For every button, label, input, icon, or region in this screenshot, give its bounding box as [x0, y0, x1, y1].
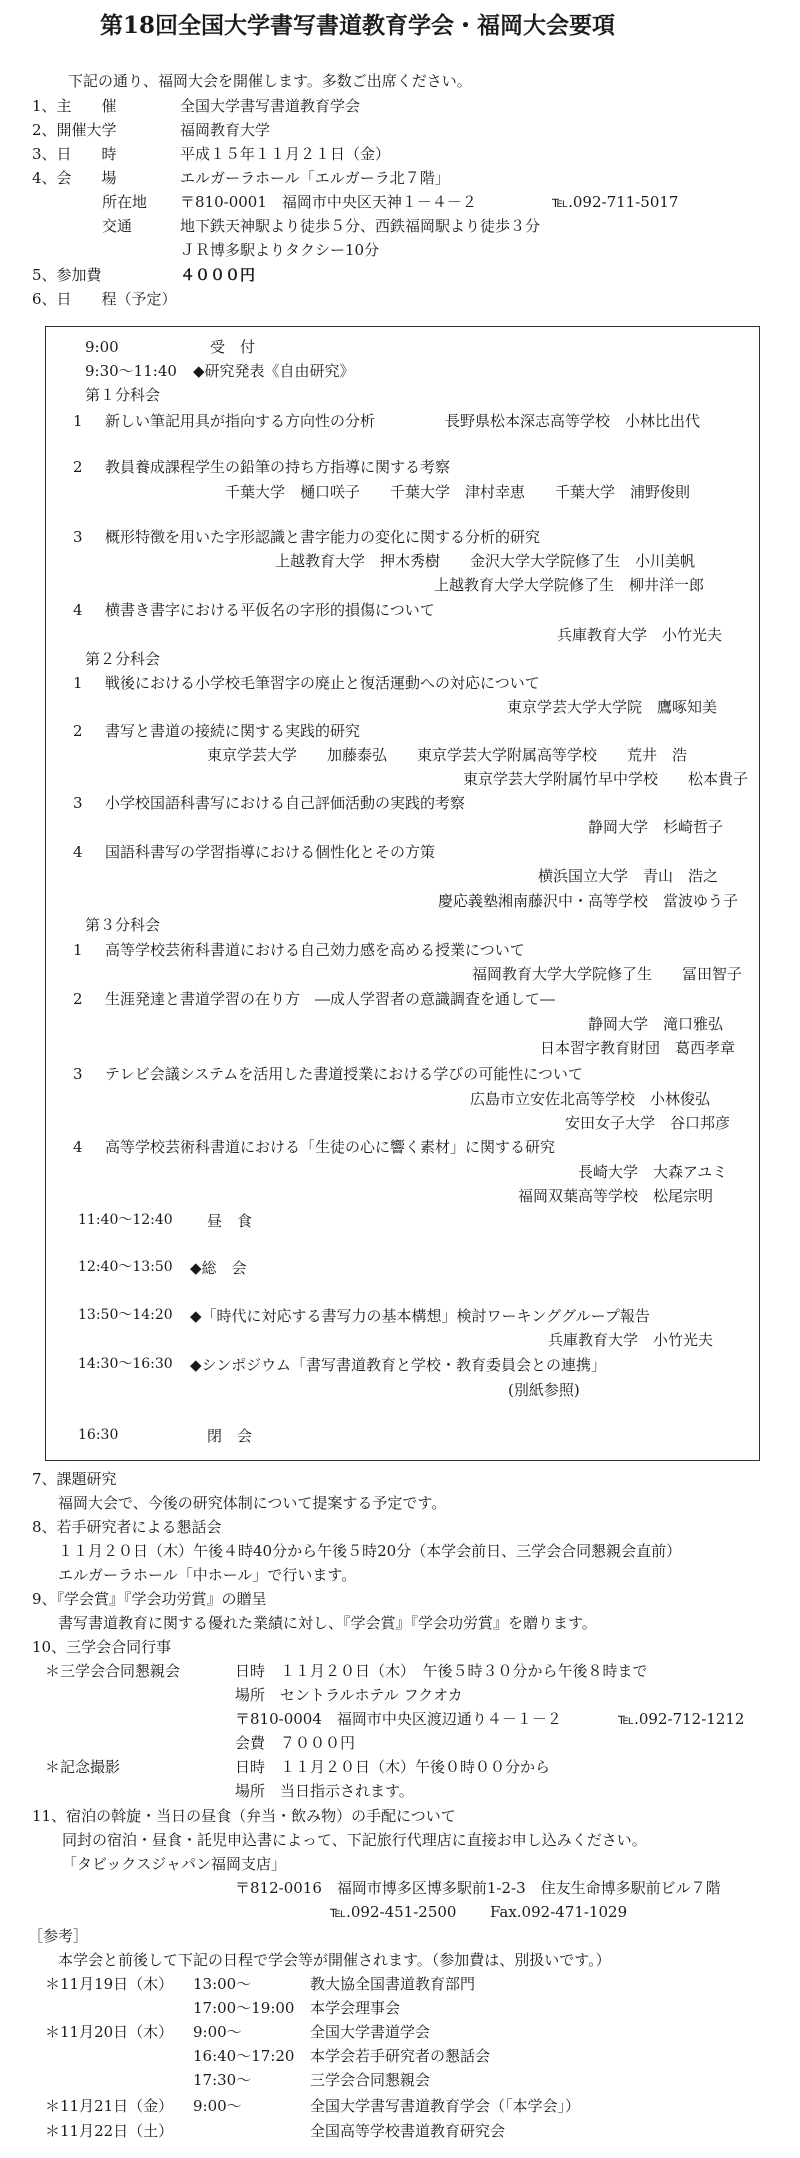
research-label: ◆研究発表《自由研究》	[193, 362, 355, 380]
paper-author: 静岡大学 杉崎哲子	[588, 818, 724, 836]
working-group-author: 兵庫教育大学 小竹光夫	[548, 1331, 714, 1349]
section-7-heading: 7、課題研究	[32, 1470, 117, 1488]
info-label-date: 3、日 時	[32, 145, 117, 163]
paper-author: 日本習字教育財団 葛西孝章	[540, 1039, 736, 1057]
reference-time: 16:40～17:20	[193, 2047, 295, 2065]
reference-time: 9:00～	[193, 2023, 242, 2041]
general-meeting-time: 12:40～13:50	[78, 1259, 173, 1275]
paper-author: 千葉大学 樋口咲子 千葉大学 津村幸恵 千葉大学 浦野俊則	[225, 483, 691, 501]
paper-author: 広島市立安佐北高等学校 小林俊弘	[470, 1090, 711, 1108]
reference-heading: ［参考］	[28, 1927, 89, 1945]
info-label-organizer: 1、主 催	[32, 97, 117, 115]
paper-title: 戦後における小学校毛筆習字の廃止と復活運動への対応について	[105, 674, 540, 692]
photo-session-label: ＊記念撮影	[45, 1758, 121, 1776]
schedule-label: 6、日 程（予定）	[32, 290, 177, 308]
reference-event: 全国大学書写書道教育学会（「本学会」）	[310, 2097, 581, 2115]
reference-time: 9:00～	[193, 2097, 242, 2115]
info-value-host: 福岡教育大学	[180, 121, 271, 139]
section-7-body: 福岡大会で、今後の研究体制について提案する予定です。	[58, 1494, 447, 1512]
paper-title: 生涯発達と書道学習の在り方 ―成人学習者の意識調査を通して―	[105, 990, 556, 1008]
reception-party-address: 〒810-0004 福岡市中央区渡辺通り４－１－２	[235, 1710, 562, 1728]
fee-value: ４０００円	[180, 266, 256, 284]
symposium-time: 14:30～16:30	[78, 1356, 173, 1372]
paper-number: 2	[73, 990, 83, 1008]
reference-date: ＊11月22日（土）	[45, 2122, 174, 2140]
paper-author: 静岡大学 滝口雅弘	[588, 1015, 724, 1033]
reception-label: 受 付	[210, 338, 256, 356]
reference-time: 17:30～	[193, 2071, 252, 2089]
section-11-heading: 11、宿泊の斡旋・当日の昼食（弁当・飲み物）の手配について	[32, 1807, 456, 1825]
section-8-heading: 8、若手研究者による懇話会	[32, 1518, 222, 1536]
photo-session-date: 日時 １１月２０日（木）午後０時００分から	[235, 1758, 551, 1776]
paper-title: 高等学校芸術科書道における「生徒の心に響く素材」に関する研究	[105, 1138, 556, 1156]
paper-number: 3	[73, 794, 83, 812]
paper-number: 2	[73, 722, 83, 740]
paper-title: 横書き書字における平仮名の字形的損傷について	[105, 601, 435, 619]
paper-number: 1	[73, 941, 83, 959]
reception-party-tel: ℡.092-712-1212	[618, 1710, 745, 1728]
venue-access-1: 地下鉄天神駅より徒歩５分、西鉄福岡駅より徒歩３分	[180, 217, 541, 235]
paper-number: 1	[73, 412, 83, 430]
section-8-body: エルガーラホール「中ホール」で行います。	[58, 1566, 357, 1584]
info-label-venue: 4、会 場	[32, 169, 117, 187]
reference-event: 本学会理事会	[310, 1999, 401, 2017]
travel-agency-address: 〒812-0016 福岡市博多区博多駅前1-2-3 住友生命博多駅前ビル７階	[235, 1879, 721, 1897]
reception-party-label: ＊三学会合同懇親会	[45, 1662, 181, 1680]
paper-title: 教員養成課程学生の鉛筆の持ち方指導に関する考察	[105, 458, 451, 476]
paper-author: 福岡教育大学大学院修了生 冨田智子	[472, 965, 743, 983]
paper-title: 概形特徴を用いた字形認識と書字能力の変化に関する分析的研究	[105, 528, 541, 546]
reference-event: 三学会合同懇親会	[310, 2071, 431, 2089]
travel-agency-name: 「タビックスジャパン福岡支店」	[62, 1855, 286, 1873]
paper-title: 国語科書写の学習指導における個性化とその方策	[105, 843, 436, 861]
reference-date: ＊11月19日（木）	[45, 1975, 174, 1993]
reference-time: 17:00～19:00	[193, 1999, 295, 2017]
paper-author: 東京学芸大学大学院 鷹啄知美	[507, 698, 718, 716]
reference-date: ＊11月20日（木）	[45, 2023, 174, 2041]
reference-date: ＊11月21日（金）	[45, 2097, 174, 2115]
paper-number: 4	[73, 601, 83, 619]
page-title: 第18回全国大学書写書道教育学会・福岡大会要項	[100, 12, 616, 39]
paper-author: 安田女子大学 谷口邦彦	[565, 1114, 731, 1132]
research-time: 9:30～11:40	[85, 362, 177, 380]
paper-number: 4	[73, 843, 83, 861]
paper-author: 上越教育大学大学院修了生 柳井洋一郎	[434, 576, 705, 594]
reference-time: 13:00～	[193, 1975, 252, 1993]
closing-label: 閉 会	[207, 1427, 253, 1445]
session-3-heading: 第３分科会	[85, 916, 161, 934]
section-9-heading: 9、『学会賞』『学会功労賞』の贈呈	[32, 1590, 267, 1608]
fee-label: 5、参加費	[32, 266, 102, 284]
paper-author: 東京学芸大学 加藤泰弘 東京学芸大学附属高等学校 荒井 浩	[207, 746, 688, 764]
working-group-time: 13:50～14:20	[78, 1307, 173, 1323]
venue-access-label: 交通	[102, 217, 133, 235]
closing-time: 16:30	[78, 1427, 119, 1443]
paper-author: 長崎大学 大森アユミ	[578, 1163, 728, 1181]
session-1-heading: 第１分科会	[85, 386, 161, 404]
venue-tel: ℡.092-711-5017	[552, 193, 679, 211]
reception-time: 9:00	[85, 338, 119, 356]
paper-title: 高等学校芸術科書道における自己効力感を高める授業について	[105, 941, 525, 959]
reference-event: 全国大学書道学会	[310, 2023, 431, 2041]
working-group-label: ◆「時代に対応する書写力の基本構想」検討ワーキンググループ報告	[190, 1307, 650, 1325]
section-8-body: １１月２０日（木）午後４時40分から午後５時20分（本学会前日、三学会合同懇親会直前）	[58, 1542, 682, 1560]
section-11-body: 同封の宿泊・昼食・託児申込書によって、下記旅行代理店に直接お申し込みください。	[62, 1831, 647, 1849]
reception-party-place: 場所 セントラルホテル フクオカ	[235, 1686, 463, 1704]
paper-author: 横浜国立大学 青山 浩之	[538, 867, 719, 885]
reception-party-fee: 会費 ７０００円	[235, 1734, 356, 1752]
section-10-heading: 10、三学会合同行事	[32, 1638, 172, 1656]
paper-author: 慶応義塾湘南藤沢中・高等学校 當波ゆう子	[438, 892, 739, 910]
paper-number: 3	[73, 1065, 83, 1083]
venue-address-label: 所在地	[102, 193, 148, 211]
photo-session-place: 場所 当日指示されます。	[235, 1782, 414, 1800]
reference-event: 全国高等学校書道教育研究会	[310, 2122, 506, 2140]
paper-title: 小学校国語科書写における自己評価活動の実践的考察	[105, 794, 466, 812]
paper-author: 長野県松本深志高等学校 小林比出代	[445, 412, 701, 430]
paper-number: 3	[73, 528, 83, 546]
paper-number: 4	[73, 1138, 83, 1156]
symposium-note: (別紙参照)	[508, 1381, 580, 1399]
venue-address: 〒810-0001 福岡市中央区天神１－４－２	[180, 193, 477, 211]
session-2-heading: 第２分科会	[85, 650, 161, 668]
reference-body: 本学会と前後して下記の日程で学会等が開催されます。（参加費は、別扱いです。）	[58, 1951, 611, 1969]
travel-agency-tel: ℡.092-451-2500	[330, 1903, 457, 1921]
reception-party-date: 日時 １１月２０日（木） 午後５時３０分から午後８時まで	[235, 1662, 648, 1680]
section-9-body: 書写書道教育に関する優れた業績に対し、『学会賞』『学会功労賞』を贈ります。	[58, 1614, 597, 1632]
paper-number: 2	[73, 458, 83, 476]
paper-number: 1	[73, 674, 83, 692]
info-value-venue: エルガーラホール「エルガーラ北７階」	[180, 169, 450, 187]
intro-text: 下記の通り、福岡大会を開催します。多数ご出席ください。	[68, 72, 472, 90]
venue-access-2: ＪＲ博多駅よりタクシー10分	[180, 241, 380, 259]
symposium-label: ◆シンポジウム「書写書道教育と学校・教育委員会との連携」	[190, 1356, 607, 1374]
paper-author: 上越教育大学 押木秀樹 金沢大学大学院修了生 小川美帆	[275, 552, 696, 570]
reference-event: 教大協全国書道教育部門	[310, 1975, 476, 1993]
lunch-time: 11:40～12:40	[78, 1212, 173, 1228]
reference-event: 本学会若手研究者の懇話会	[310, 2047, 491, 2065]
paper-author: 東京学芸大学附属竹早中学校 松本貴子	[463, 770, 749, 788]
travel-agency-fax: Fax.092-471-1029	[490, 1903, 628, 1921]
lunch-label: 昼 食	[207, 1212, 253, 1230]
paper-author: 福岡双葉高等学校 松尾宗明	[518, 1187, 714, 1205]
paper-author: 兵庫教育大学 小竹光夫	[557, 626, 723, 644]
info-value-date: 平成１５年１１月２１日（金）	[180, 145, 391, 163]
info-label-host: 2、開催大学	[32, 121, 117, 139]
paper-title: テレビ会議システムを活用した書道授業における学びの可能性について	[105, 1065, 583, 1083]
info-value-organizer: 全国大学書写書道教育学会	[180, 97, 361, 115]
paper-title: 書写と書道の接続に関する実践的研究	[105, 722, 361, 740]
paper-title: 新しい筆記用具が指向する方向性の分析	[105, 412, 376, 430]
general-meeting-label: ◆総 会	[190, 1259, 247, 1277]
